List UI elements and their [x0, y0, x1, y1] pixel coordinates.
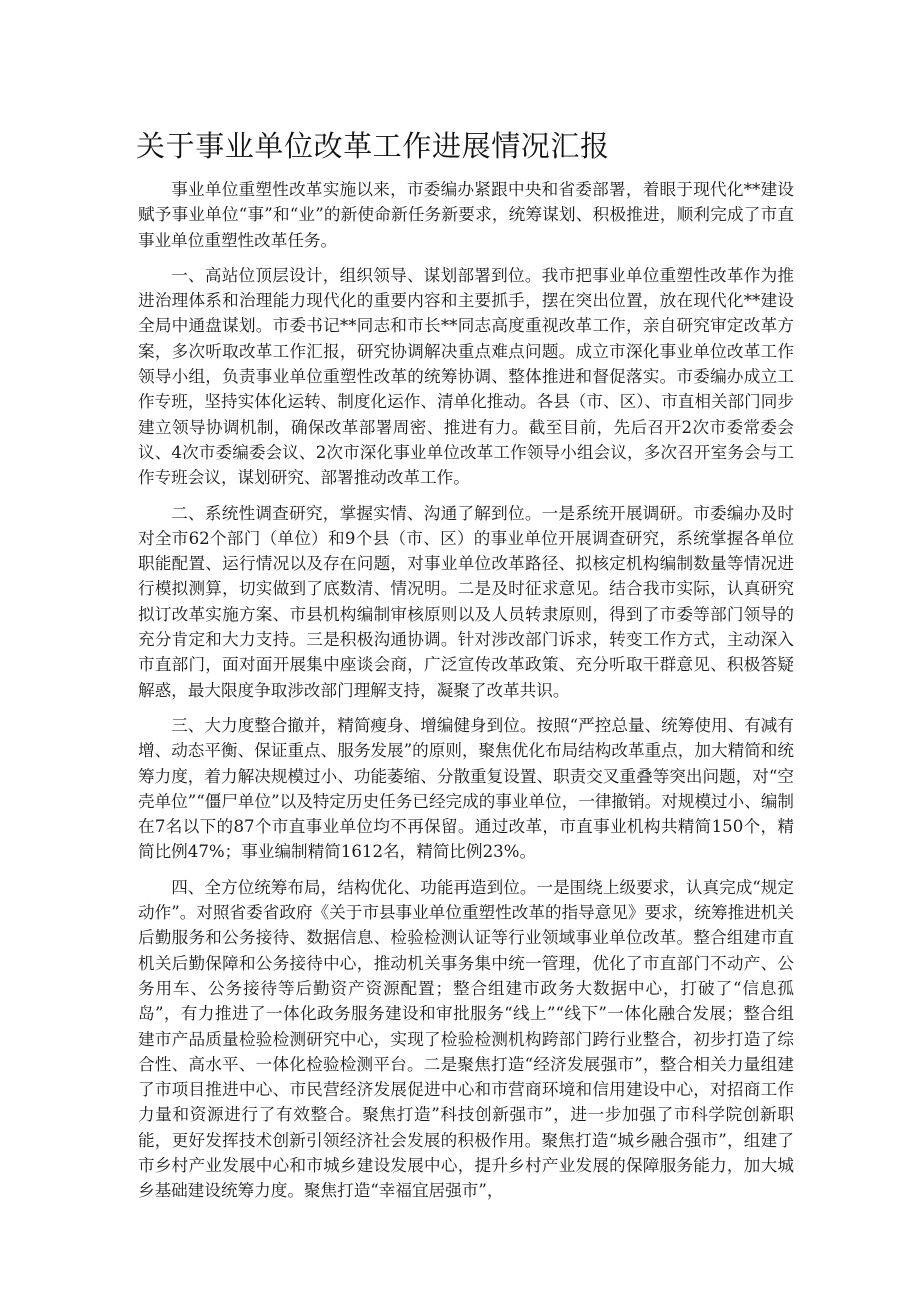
- document-body: [138, 177, 794, 1214]
- document-title: 关于事业单位改革工作进展情况汇报: [136, 129, 610, 163]
- section-2-paragraph: 二、系统性调查研究，掌握实情、沟通了解到位。一是系统开展调研。市委编办及时对全市62个部门（单位）和9个县（市、区）的事业单位开展调查研究，系统掌握各单位职能配置、运行情况以及存在问题，对事业单位改革路径、拟核定机构编制数量等情况进行模拟测算，切实做到了底数清、情况明。二是及时征求意见。结合我市实际，认真研究拟订改革实施方案、市县机构编制审核原则以及人员转隶原则，得到了市委等部门领导的充分肯定和大力支持。三是积极沟通协调。针对涉改部门诉求，转变工作方式，主动深入市直部门，面对面开展集中座谈会商，广泛宣传改革政策、充分听取干群意见、积极答疑解惑，最大限度争取涉改部门理解支持，凝聚了改革共识。: [138, 503, 794, 700]
- section-3-paragraph: 三、大力度整合撤并，精简瘦身、增编健身到位。按照“严控总量、统筹使用、有减有增、动态平衡、保证重点、服务发展”的原则，聚焦优化布局结构改革重点，加大精简和统筹力度，着力解决规模过小、功能萎缩、分散重复设置、职责交叉重叠等突出问题，对“空壳单位”“僵尸单位”以及特定历史任务已经完成的事业单位，一律撤销。对规模过小、编制在7名以下的87个市直事业单位均不再保留。通过改革，市直事业机构共精简150个，精简比例47%；事业编制精简1612名，精简比例23%。: [138, 715, 795, 862]
- section-1-paragraph: 一、高站位顶层设计，组织领导、谋划部署到位。我市把事业单位重塑性改革作为推进治理体系和治理能力现代化的重要内容和主要抓手，摆在突出位置，放在现代化**建设全局中通盘谋划。市委书记**同志和市长**同志高度重视改革工作，亲自研究审定改革方案，多次听取改革工作汇报，研究协调解决重点难点问题。成立市深化事业单位改革工作领导小组，负责事业单位重塑性改革的统筹协调、整体推进和督促落实。市委编办成立工作专班，坚持实体化运转、制度化运作、清单化推动。各县（市、区）、市直相关部门同步建立领导协调机制，确保改革部署周密、推进有力。截至目前，先后召开2次市委常委会议、4次市委编委会议、2次市深化事业单位改革工作领导小组会议，多次召开室务会与工作专班会议，谋划研究、部署推动改革工作。: [138, 265, 794, 488]
- section-4-paragraph: 四、全方位统筹布局，结构优化、功能再造到位。一是围绕上级要求，认真完成“规定动作”。对照省委省政府《关于市县事业单位重塑性改革的指导意见》要求，统筹推进机关后勤服务和公务接待、数据信息、检验检测认证等行业领域事业单位改革。整合组建市直机关后勤保障和公务接待中心，推动机关事务集中统一管理，优化了市直部门不动产、公务用车、公务接待等后勤资产资源配置；整合组建市政务大数据中心，打破了“信息孤岛”，有力推进了一体化政务服务建设和审批服务“线上”“线下”一体化融合发展；整合组建市产品质量检验检测研究中心，实现了检验检测机构跨部门跨行业整合，初步打造了综合性、高水平、一体化检验检测平台。二是聚焦打造“经济发展强市”，整合相关力量组建了市项目推进中心、市民营经济发展促进中心和市营商环境和信用建设中心，对招商工作力量和资源进行了有效整合。聚焦打造”科技创新强市”，进一步加强了市科学院创新职能，更好发挥技术创新引领经济社会发展的积极作用。聚焦打造“城乡融合强市”，组建了市乡村产业发展中心和市城乡建设发展中心，提升乡村产业发展的保障服务能力，加大城乡基础建设统筹力度。聚焦打造“幸福宜居强市”，: [138, 877, 794, 1201]
- intro-paragraph: 事业单位重塑性改革实施以来，市委编办紧跟中央和省委部署，着眼于现代化**建设赋予事业单位“事”和“业”的新使命新任务新要求，统筹谋划、积极推进，顺利完成了市直事业单位重塑性改革任务。: [138, 180, 794, 250]
